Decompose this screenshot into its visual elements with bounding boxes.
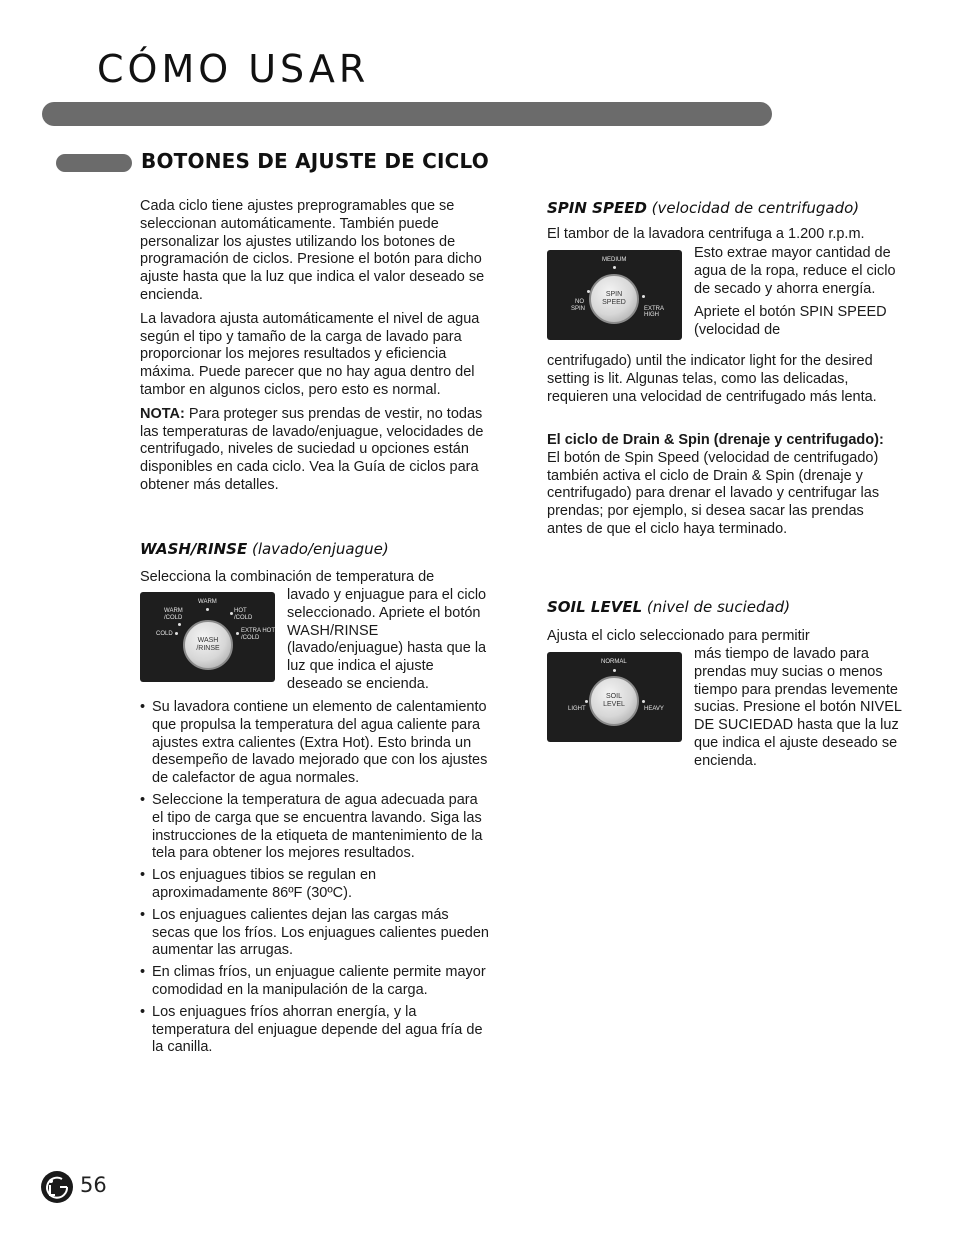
panel-label-cold: COLD — [156, 631, 173, 637]
bullet-item: • Los enjuagues tibios se regulan en aproximadamente 86ºF (30ºC). — [140, 867, 490, 903]
panel-label-warm: WARM — [198, 599, 217, 605]
section-marker — [56, 154, 132, 172]
wash-heading-rest: (lavado/enjuague) — [247, 540, 389, 558]
spin-side-paragraph-2: Apriete el botón SPIN SPEED (velocidad de — [694, 304, 887, 339]
panel-label-extra-high-2: HIGH — [644, 312, 659, 318]
panel-label-no-spin-1: NO — [575, 299, 584, 305]
spin-heading-bold: SPIN SPEED — [547, 199, 647, 217]
page-number: 56 — [80, 1173, 107, 1197]
note-paragraph — [140, 406, 490, 495]
panel-label-medium: MEDIUM — [602, 257, 627, 263]
drain-spin-heading: El ciclo de Drain & Spin (drenaje y centrifugado): — [547, 432, 884, 448]
soil-heading-rest: (nivel de suciedad) — [642, 598, 791, 616]
wash-heading-bold: WASH/RINSE — [140, 540, 248, 558]
indicator-light — [206, 608, 209, 611]
soil-line-1: Ajusta el ciclo seleccionado para permitir — [547, 628, 810, 644]
bullet-item: • Seleccione la temperatura de agua adecuada para el tipo de carga que se encuentra lavando. Siga las instrucciones de la etiqueta de mantenimiento de la tela para obtener los mejores resultados. — [140, 792, 490, 863]
indicator-light — [642, 295, 645, 298]
spin-side-text — [694, 245, 899, 340]
indicator-light — [613, 669, 616, 672]
spin-heading-rest: (velocidad de centrifugado) — [646, 199, 860, 217]
spin-speed-heading — [547, 199, 859, 217]
intro-paragraph-2: La lavadora ajusta automáticamente el nivel de agua según el tipo y tamaño de la carga de lavado para proporcionar los mejores resultados y eficiencia máxima. Puede parecer que no hay agua dentro del tambor en algunos ciclos, pero esto es normal. — [140, 310, 480, 398]
knob-label-2: /RINSE — [196, 645, 220, 652]
panel-label-normal: NORMAL — [601, 659, 627, 665]
panel-label-heavy: HEAVY — [644, 706, 664, 712]
drain-spin-section — [547, 432, 897, 539]
indicator-light — [585, 700, 588, 703]
spin-speed-panel — [547, 250, 682, 340]
spin-after-text: centrifugado) until the indicator light for the desired setting is lit. Algunas telas, como las delicadas, requieren una velocidad de centrifugado más lenta. — [547, 353, 877, 405]
bullet-item: • Los enjuagues calientes dejan las cargas más secas que los fríos. Los enjuagues calientes pueden aumentar las arrugas. — [140, 907, 490, 960]
knob-label-1: WASH — [197, 637, 219, 644]
panel-label-light: LIGHT — [568, 706, 586, 712]
header-bar — [42, 102, 772, 126]
panel-label-extra-hot-2: /COLD — [241, 635, 260, 641]
soil-level-heading — [547, 598, 790, 616]
soil-side-text: más tiempo de lavado para prendas muy sucias o menos tiempo para prendas levemente sucias. Presione el botón NIVEL DE SUCIEDAD hasta que la luz que indica el ajuste deseado se encienda. — [694, 646, 902, 769]
panel-label-hot-cold-1: HOT — [234, 608, 247, 614]
intro-paragraph-1: Cada ciclo tiene ajustes preprogramables que se seleccionan automáticamente. También puede personalizar los ajustes utilizando los botones de programación de ciclos. Presione el botón para dicho ajuste hasta que la luz que indica el valor deseado se encienda. — [140, 198, 485, 303]
panel-label-warm-cold-2: /COLD — [164, 615, 183, 621]
panel-label-warm-cold-1: WARM — [164, 608, 183, 614]
lg-logo — [40, 1170, 74, 1204]
bullet-item: • Los enjuagues fríos ahorran energía, y la temperatura del enjuague depende del agua fría de la canilla. — [140, 1004, 490, 1057]
wash-line-1: Selecciona la combinación de temperatura de — [140, 569, 435, 585]
indicator-light — [178, 623, 181, 626]
left-column — [140, 198, 490, 501]
panel-label-no-spin-2: SPIN — [571, 306, 586, 312]
spin-line-1: El tambor de la lavadora centrifuga a 1.200 r.p.m. — [547, 226, 865, 242]
note-label: NOTA: — [140, 405, 185, 422]
spin-speed-knob[interactable] — [589, 274, 639, 324]
indicator-light — [642, 700, 645, 703]
page-title: CÓMO USAR — [97, 47, 370, 91]
soil-heading-bold: SOIL LEVEL — [547, 598, 643, 616]
panel-label-extra-hot-1: EXTRA HOT — [241, 628, 276, 634]
soil-level-knob[interactable] — [589, 676, 639, 726]
drain-spin-text: El botón de Spin Speed (velocidad de centrifugado) también activa el ciclo de Drain & Spin (drenaje y centrifugado) para drenar el lavado y centrifugar las prendas; por ejemplo, si desea sacar las prendas antes de que el ciclo haya terminado. — [547, 449, 880, 537]
bullet-item: • Su lavadora contiene un elemento de calentamiento que propulsa la temperatura del agua caliente para ajustes extra calientes (Extra Hot). Esto brinda un desempeño de lavado mejorado que con los ajustes de calefactor de agua normales. — [140, 699, 490, 788]
wash-rinse-panel — [140, 592, 275, 682]
note-text: Para proteger sus prendas de vestir, no todas las temperaturas de lavado/enjuague, velocidades de centrifugado, niveles de suciedad u opciones están disponibles en cada ciclo. Vea la Guía de ciclos para obtener más detalles. — [140, 405, 484, 493]
indicator-light — [175, 632, 178, 635]
bullet-item: • En climas fríos, un enjuague caliente permite mayor comodidad en la manipulación de la carga. — [140, 964, 490, 1000]
wash-side-text: lavado y enjuague para el ciclo seleccionado. Apriete el botón WASH/RINSE (lavado/enjuague) hasta que la luz que indica el ajuste deseado se encienda. — [287, 587, 487, 692]
wash-rinse-heading — [140, 540, 389, 558]
knob-label-1: SOIL — [606, 693, 622, 700]
indicator-light — [236, 632, 239, 635]
panel-label-hot-cold-2: /COLD — [234, 615, 253, 621]
indicator-light — [613, 266, 616, 269]
knob-label-2: SPEED — [602, 299, 626, 306]
soil-level-panel — [547, 652, 682, 742]
indicator-light — [230, 612, 233, 615]
section-title: BOTONES DE AJUSTE DE CICLO — [141, 149, 489, 173]
spin-side-paragraph-1: Esto extrae mayor cantidad de agua de la ropa, reduce el ciclo de secado y ahorra energía. — [694, 245, 896, 297]
wash-rinse-knob[interactable] — [183, 620, 233, 670]
panel-label-extra-high-1: EXTRA — [644, 306, 665, 312]
wash-bullets — [140, 699, 490, 1061]
knob-label-2: LEVEL — [603, 701, 625, 708]
knob-label-1: SPIN — [605, 291, 623, 298]
